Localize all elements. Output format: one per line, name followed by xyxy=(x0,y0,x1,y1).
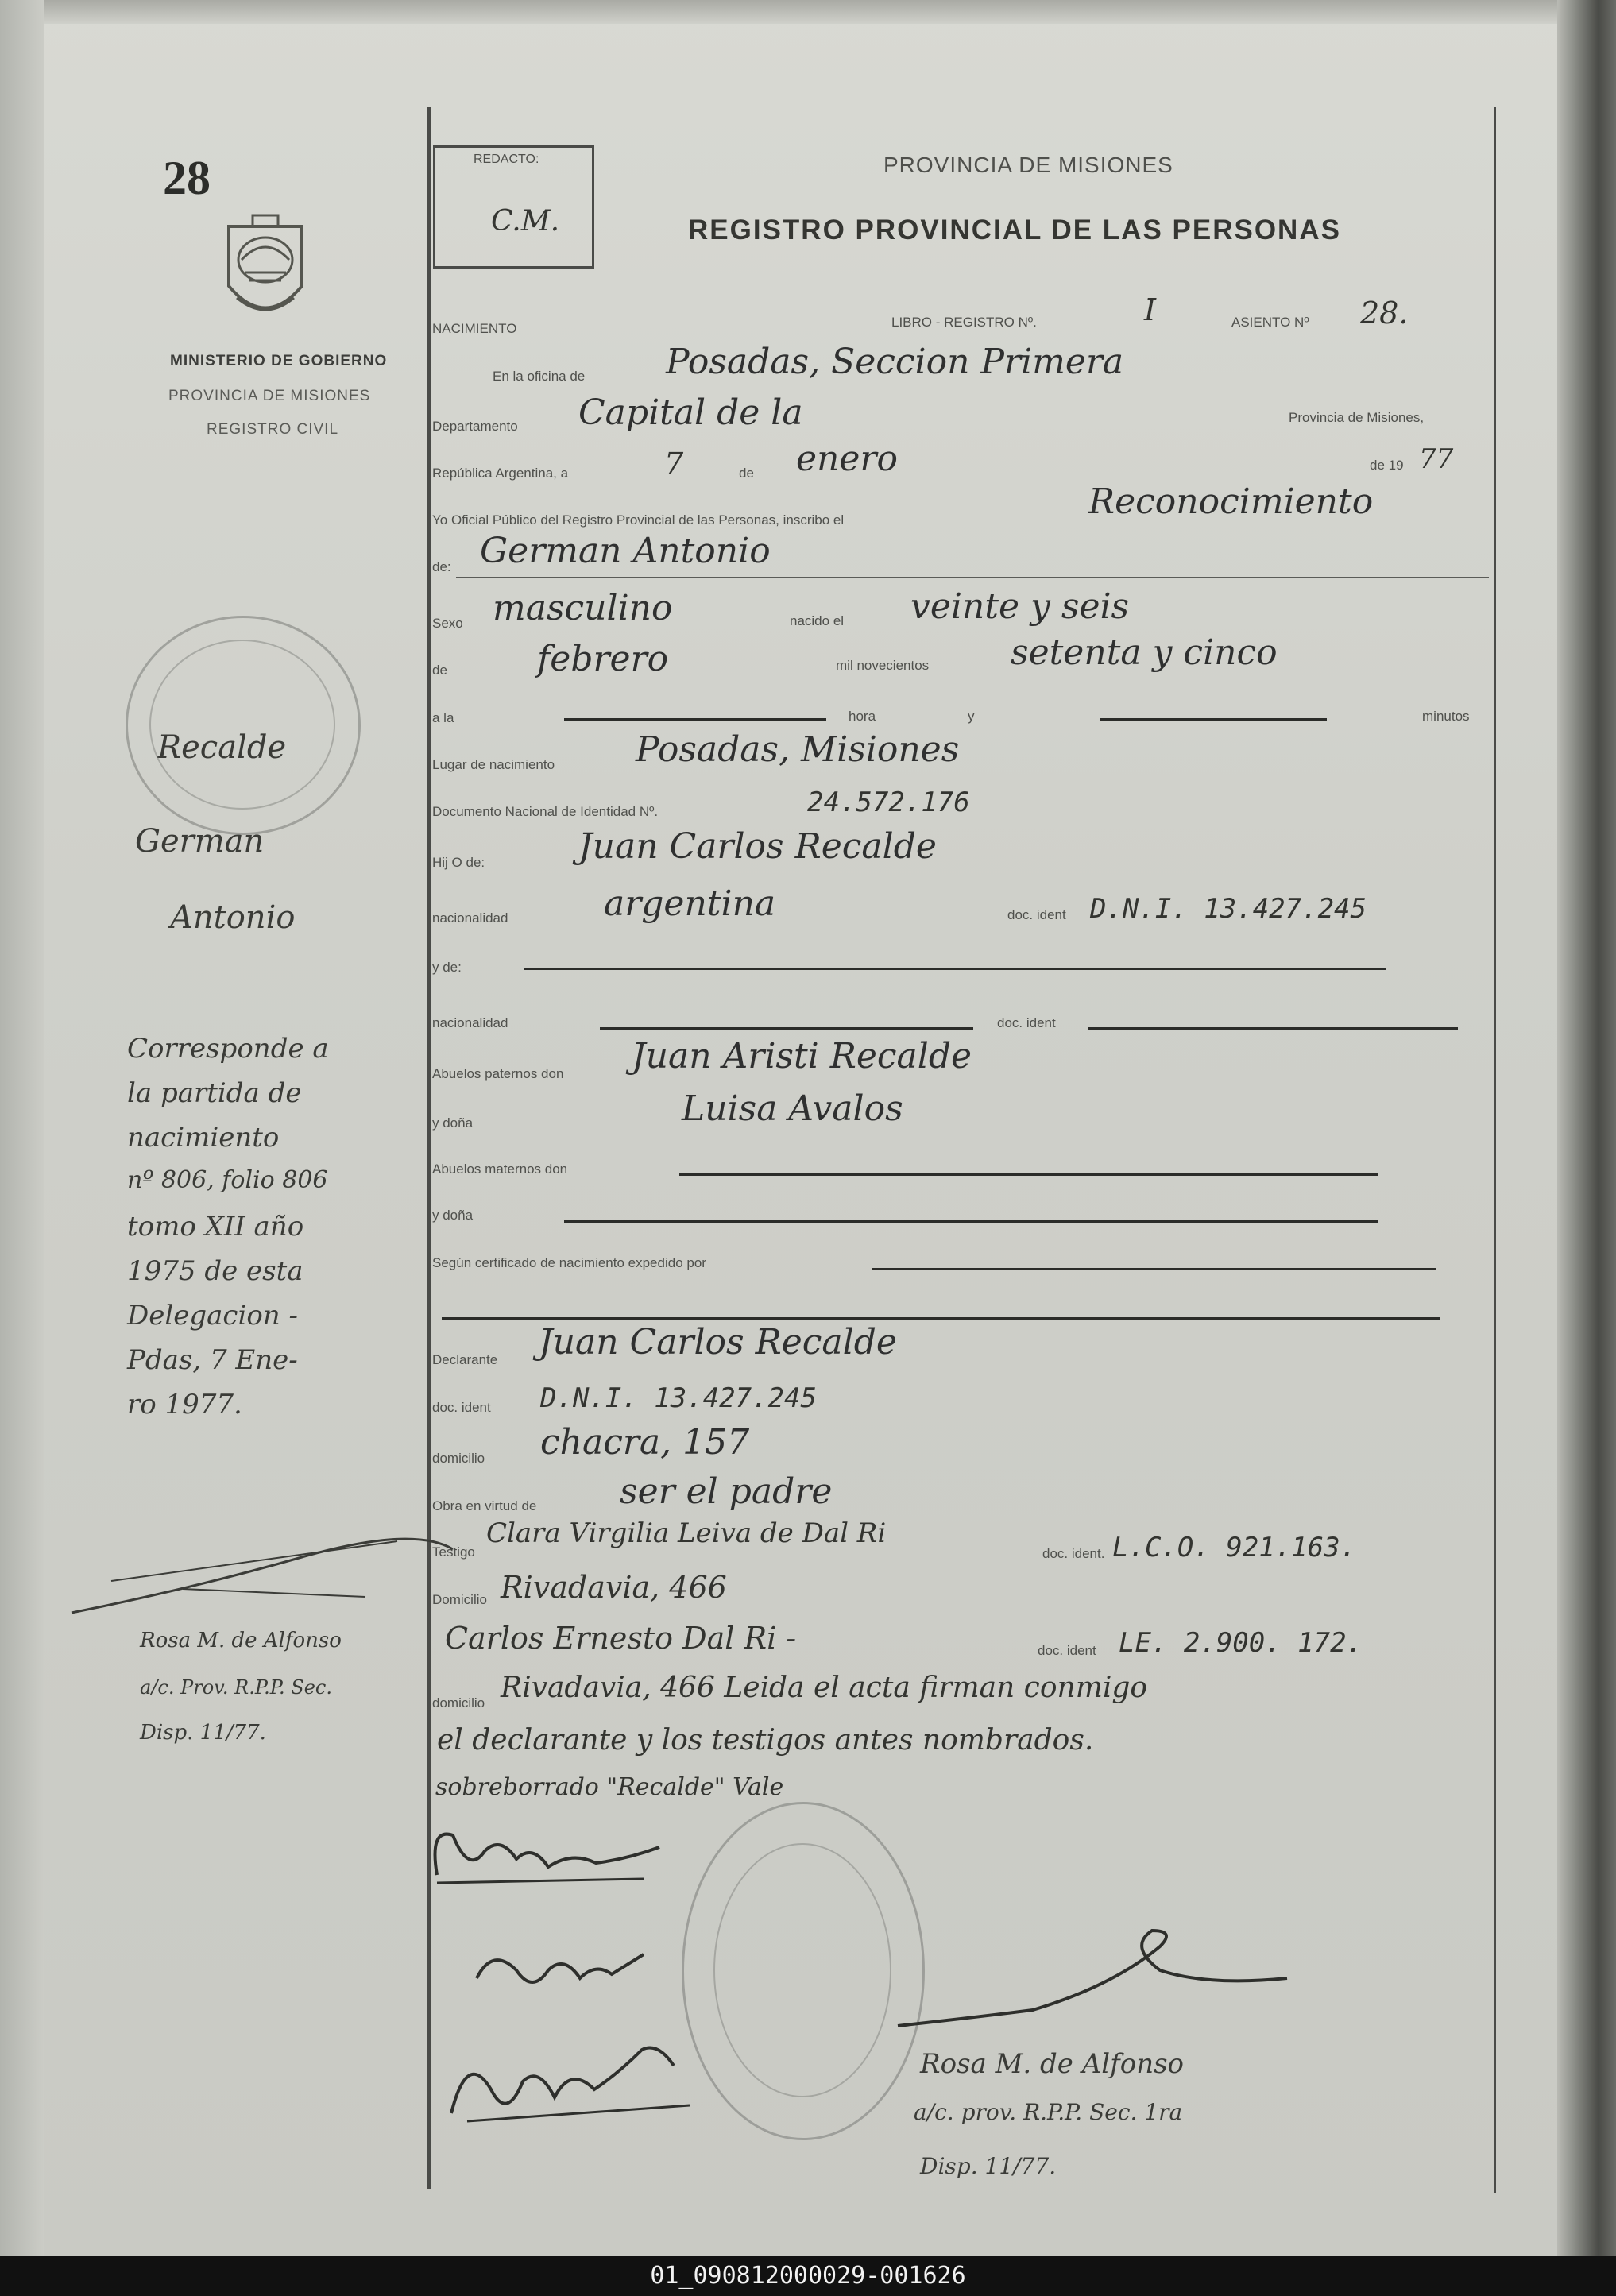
asiento-label: ASIENTO Nº xyxy=(1231,315,1309,330)
padre-doc-value: D.N.I. 13.427.245 xyxy=(1090,893,1367,925)
margin-note-line2: la partida de xyxy=(127,1077,302,1109)
nac-value: argentina xyxy=(604,883,776,924)
nac2-label: nacionalidad xyxy=(432,1015,508,1030)
official-signature xyxy=(874,1899,1319,2058)
doc-ident3-label: doc. ident xyxy=(432,1400,491,1415)
margin-name-line1: Recalde xyxy=(157,729,287,766)
mes-nac-value: febrero xyxy=(537,639,669,679)
doc-ident-label: doc. ident xyxy=(1007,907,1066,922)
nombre-rule xyxy=(456,577,1489,578)
margin-sign-line3: Disp. 11/77. xyxy=(140,1721,266,1745)
testigo2-dom-value: Rivadavia, 466 Leida el acta firman conmigo xyxy=(501,1672,1148,1704)
nacido-value: veinte y seis xyxy=(910,586,1130,627)
y-label: y xyxy=(968,709,975,724)
hora-strike xyxy=(564,718,826,721)
header-registry: REGISTRO PROVINCIAL DE LAS PERSONAS xyxy=(688,215,1341,245)
dni-value: 24.572.176 xyxy=(807,787,970,818)
oficina-label: En la oficina de xyxy=(493,369,586,384)
lugar-value: Posadas, Misiones xyxy=(636,729,960,770)
domicilio3-label: domicilio xyxy=(432,1695,485,1710)
domicilio-value: chacra, 157 xyxy=(540,1422,750,1463)
form-right-border xyxy=(1494,107,1496,2193)
margin-name-line3: Antonio xyxy=(170,899,296,936)
obra-value: ser el padre xyxy=(620,1471,833,1512)
margin-note-line7: Delegacion - xyxy=(127,1300,298,1332)
domicilio2-label: Domicilio xyxy=(432,1592,487,1607)
minutos-strike xyxy=(1100,718,1327,721)
ministry-line3: REGISTRO CIVIL xyxy=(207,421,339,438)
testigo1-dom-value: Rivadavia, 466 xyxy=(501,1570,727,1605)
margin-stamp-inner xyxy=(149,640,335,810)
republica-label: República Argentina, a xyxy=(432,466,569,481)
doc-ident5-label: doc. ident xyxy=(1038,1643,1096,1658)
abuelos-mat-label: Abuelos maternos don xyxy=(432,1162,568,1177)
testigo1-value: Clara Virgilia Leiva de Dal Ri xyxy=(486,1517,887,1549)
official-sign-line3: Disp. 11/77. xyxy=(920,2153,1057,2179)
nombre-value: German Antonio xyxy=(480,531,771,571)
abuela-pat-value: Luisa Avalos xyxy=(682,1088,903,1129)
hora-label: hora xyxy=(849,709,876,724)
redacto-value: C.M. xyxy=(491,205,560,238)
cont-line: el declarante y los testigos antes nombrados. xyxy=(437,1724,1094,1757)
ministry-line1: MINISTERIO DE GOBIERNO xyxy=(170,353,388,369)
page-number: 28 xyxy=(163,152,211,204)
declarante-value: Juan Carlos Recalde xyxy=(539,1322,897,1363)
mes-value: enero xyxy=(796,439,898,479)
certificado-label: Según certificado de nacimiento expedido por xyxy=(432,1255,706,1270)
abuelos-mat-strike xyxy=(679,1173,1378,1176)
margin-name-line2: German xyxy=(135,823,265,860)
de-nombre-label: de: xyxy=(432,559,451,574)
padre-value: Juan Carlos Recalde xyxy=(578,826,937,867)
y-dona2-label: y doña xyxy=(432,1208,474,1223)
departamento-label: Departamento xyxy=(432,419,518,434)
anio-label: de 19 xyxy=(1370,458,1404,473)
margin-signature-scribble xyxy=(64,1533,461,1629)
redacto-label: REDACTO: xyxy=(474,153,539,166)
abuelos-pat-label: Abuelos paternos don xyxy=(432,1066,564,1081)
abuela-mat-strike xyxy=(564,1220,1378,1223)
acto-value: Reconocimiento xyxy=(1088,481,1374,522)
margin-sign-line2: a/c. Prov. R.P.P. Sec. xyxy=(140,1676,333,1699)
image-caption: 01_090812000029-001626 xyxy=(0,2256,1616,2296)
declarante-signature xyxy=(421,1803,675,1899)
dia-value: 7 xyxy=(664,446,684,481)
minutos-label: minutos xyxy=(1422,709,1470,724)
ministry-line2: PROVINCIA DE MISIONES xyxy=(168,388,371,404)
nacimiento-label: NACIMIENTO xyxy=(432,321,517,336)
testigo2-doc-value: LE. 2.900. 172. xyxy=(1119,1627,1363,1659)
domicilio-label: domicilio xyxy=(432,1451,485,1466)
redacto-box xyxy=(433,145,594,269)
margin-note-line4: nº 806, folio 806 xyxy=(127,1166,328,1194)
certificado-strike xyxy=(872,1268,1436,1270)
asiento-value: 28. xyxy=(1360,296,1409,330)
a-la-label: a la xyxy=(432,710,454,725)
testigo1-doc-value: L.C.O. 921.163. xyxy=(1112,1532,1357,1564)
margin-note-line1: Corresponde a xyxy=(127,1033,329,1065)
nacido-label: nacido el xyxy=(790,613,845,628)
doc-ident2-label: doc. ident xyxy=(997,1015,1056,1030)
obra-label: Obra en virtud de xyxy=(432,1498,537,1513)
coat-of-arms-icon xyxy=(221,211,310,330)
testigo2-signature xyxy=(435,2018,721,2137)
anio-value: 77 xyxy=(1419,443,1454,475)
page-top-edge xyxy=(0,0,1616,24)
testigo1-signature xyxy=(461,1931,667,2010)
official-sign-line2: a/c. prov. R.P.P. Sec. 1ra xyxy=(914,2099,1183,2125)
madre-strike xyxy=(524,968,1386,970)
mil-label: mil novecientos xyxy=(836,658,930,673)
de-label: de xyxy=(739,466,754,481)
testigo2-value: Carlos Ernesto Dal Ri - xyxy=(445,1621,797,1656)
declarante-label: Declarante xyxy=(432,1352,498,1367)
libro-value: I xyxy=(1144,292,1157,327)
official-stamp-inner xyxy=(713,1843,891,2097)
margin-note-line8: Pdas, 7 Ene- xyxy=(127,1344,298,1376)
y-de-label: y de: xyxy=(432,960,462,975)
de2-label: de xyxy=(432,663,447,678)
sexo-label: Sexo xyxy=(432,616,463,631)
book-binding xyxy=(1557,0,1616,2256)
oficina-value: Posadas, Seccion Primera xyxy=(666,342,1124,382)
dni-label: Documento Nacional de Identidad Nº. xyxy=(432,804,659,819)
anio-nac-value: setenta y cinco xyxy=(1011,632,1278,673)
departamento-value: Capital de la xyxy=(578,392,803,433)
sexo-value: masculino xyxy=(493,588,673,628)
doc-ident4-label: doc. ident. xyxy=(1042,1546,1105,1561)
sobreborrado-note: sobreborrado "Recalde" Vale xyxy=(435,1773,784,1801)
abuelo-pat-value: Juan Aristi Recalde xyxy=(632,1036,972,1076)
nac-label: nacionalidad xyxy=(432,910,508,926)
provincia-label: Provincia de Misiones, xyxy=(1289,410,1425,425)
official-sign-line1: Rosa M. de Alfonso xyxy=(920,2048,1185,2080)
margin-note-line5: tomo XII año xyxy=(127,1211,304,1243)
page-left-edge xyxy=(0,0,44,2256)
doc2-strike xyxy=(1088,1027,1458,1030)
hijo-label: Hij O de: xyxy=(432,855,485,870)
margin-sign-line1: Rosa M. de Alfonso xyxy=(140,1629,342,1652)
margin-note-line9: ro 1977. xyxy=(127,1389,242,1421)
nac2-strike xyxy=(600,1027,973,1030)
libro-label: LIBRO - REGISTRO Nº. xyxy=(891,315,1037,330)
testigo-label: Testigo xyxy=(432,1544,475,1560)
header-province: PROVINCIA DE MISIONES xyxy=(883,153,1173,177)
certificado-strike2 xyxy=(442,1317,1440,1320)
oficial-label: Yo Oficial Público del Registro Provincial de las Personas, inscribo el xyxy=(432,512,845,528)
declarante-doc-value: D.N.I. 13.427.245 xyxy=(540,1382,817,1414)
lugar-label: Lugar de nacimiento xyxy=(432,757,555,772)
y-dona-label: y doña xyxy=(432,1115,474,1131)
margin-note-line3: nacimiento xyxy=(127,1122,280,1154)
margin-note-line6: 1975 de esta xyxy=(127,1255,303,1287)
